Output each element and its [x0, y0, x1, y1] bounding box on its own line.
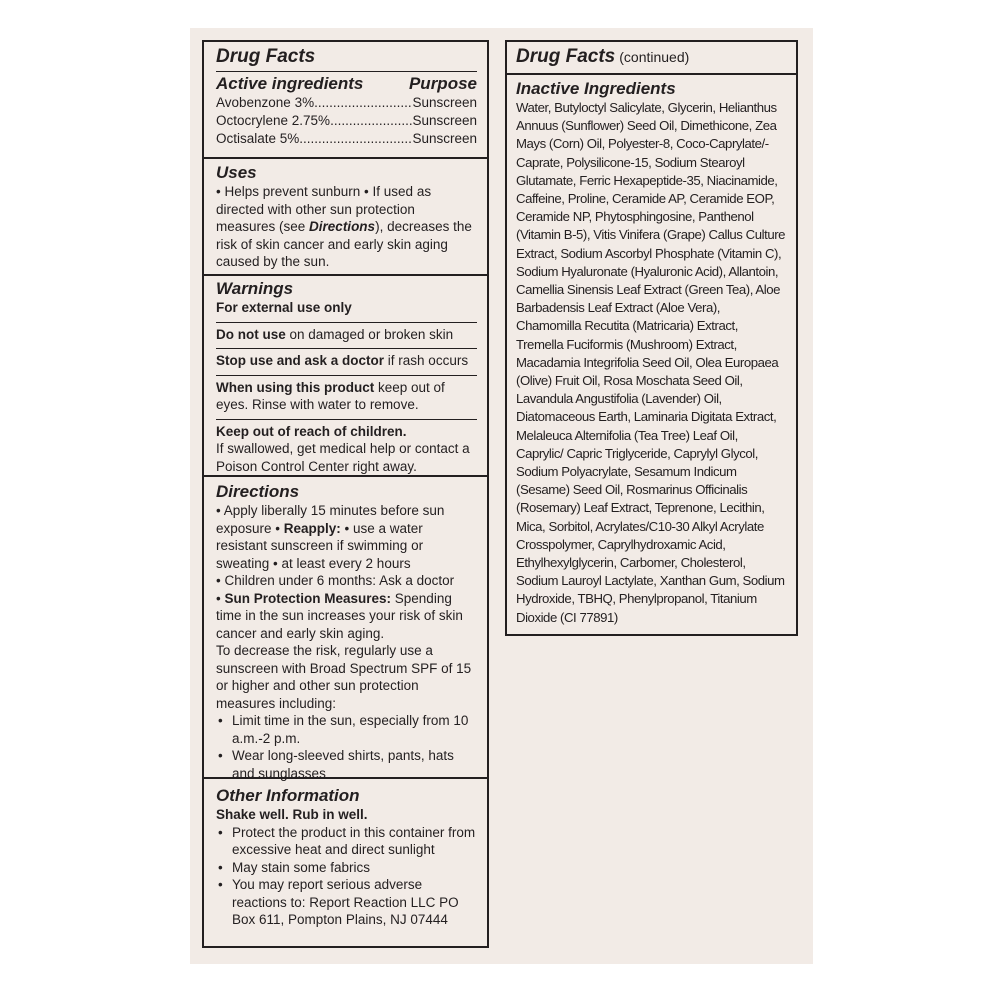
- warnings-heading: Warnings: [216, 279, 294, 298]
- list-item: • Protect the product in this container from excessive heat and direct sunlight: [232, 824, 477, 859]
- children-text: • Children under 6 months: Ask a doctor: [216, 573, 455, 588]
- drug-facts-continued-title: Drug Facts: [516, 46, 616, 67]
- drug-facts-panel-right: [505, 40, 798, 636]
- other-information-section: [204, 779, 487, 933]
- when-using-text: When using this product keep out of eyes. Rinse with water to remove.: [216, 375, 477, 417]
- external-use-text: For external use only: [216, 300, 352, 315]
- uses-heading: Uses: [216, 163, 257, 182]
- decrease-risk-text: To decrease the risk, regularly use a sunscreen with Broad Spectrum SPF of 15 or higher and other sun protection measures including:: [216, 643, 472, 711]
- stop-use-text: Stop use and ask a doctor if rash occurs: [216, 348, 477, 373]
- ingredient-purpose: Sunscreen: [412, 113, 477, 128]
- ingredient-name: Octisalate 5%: [216, 131, 300, 146]
- list-item: • Wear long-sleeved shirts, pants, hats and sunglasses: [232, 747, 477, 782]
- ingredient-purpose: Sunscreen: [412, 131, 477, 146]
- inactive-ingredients-section: [507, 75, 796, 633]
- ingredient-row: [216, 94, 477, 112]
- active-ingredients-heading: Active ingredients: [216, 74, 364, 93]
- keep-out-text: Keep out of reach of children. If swallowed, get medical help or contact a Poison Control Center right away.: [216, 419, 477, 479]
- uses-text: • Helps prevent sunburn • If used as directed with other sun protection measures (see Directions), decreases the risk of skin cancer and early skin aging caused by the sun.: [216, 184, 472, 269]
- shake-text: Shake well. Rub in well.: [216, 807, 368, 822]
- drug-facts-title: Drug Facts: [216, 46, 316, 67]
- continued-label: (continued): [619, 49, 690, 65]
- directions-text: • Apply liberally 15 minutes before sun exposure • Reapply: • use a water resistant sunscreen if swimming or sweating • at least every 2 hours: [216, 503, 445, 571]
- warnings-section: [204, 276, 487, 477]
- protection-list: [216, 712, 477, 782]
- do-not-use-text: Do not use on damaged or broken skin: [216, 322, 477, 347]
- directions-heading: Directions: [216, 482, 300, 501]
- inactive-ingredients-text: Water, Butyloctyl Salicylate, Glycerin, Helianthus Annuus (Sunflower) Seed Oil, Dimethicone, Zea Mays (Corn) Oil, Polyester-8, Coco-Caprylate/-Caprate, Polysilicone-15, Sodium Stearoyl Glutamate, Ferric Hexapeptide-35, Niacinamide, Caffeine, Proline, Ceramide AP, Ceramide EOP, Ceramide NP, Phytosphingosine, Panthenol (Vitamin B-5), Vitis Vinifera (Grape) Callus Culture Extract, Sodium Ascorbyl Phosphate (Vitamin C), Sodium Hyaluronate (Hyaluronic Acid), Allantoin, Camellia Sinensis Leaf Extract (Green Tea), Aloe Barbadensis Leaf Extract (Aloe Vera), Chamomilla Recutita (Matricaria) Extract, Tremella Fuciformis (Mushroom) Extract, Macadamia Integrifolia Seed Oil, Olea Europaea (Olive) Fruit Oil, Rosa Moschata Seed Oil, Lavandula Angustifolia (Lavender) Oil, Diatomaceous Earth, Laminaria Digitata Extract, Melaleuca Alternifolia (Tea Tree) Leaf Oil, Caprylic/ Capric Triglyceride, Caprylyl Glycol, Sodium Polyacrylate, Sesamum Indicum (Sesame) Seed Oil, Rosmarinus Officinalis (Rosemary) Leaf Extract, Teprenone, Lecithin, Mica, Sorbitol, Acrylates/C10-30 Alkyl Acrylate Crosspolymer, Caprylhydroxamic Acid, Ethylhexylglycerin, Carbomer, Cholesterol, Sodium Lauroyl Lactylate, Xanthan Gum, Sodium Hydroxide, TBHQ, Phenylpropanol, Titanium Dioxide (CI 77891): [516, 100, 786, 625]
- inactive-ingredients-heading: Inactive Ingredients: [516, 79, 676, 98]
- purpose-heading: Purpose: [408, 74, 477, 93]
- ingredient-row: [216, 112, 477, 130]
- list-item: • May stain some fabrics: [232, 859, 477, 877]
- directions-section: [204, 477, 487, 779]
- ingredient-name: Octocrylene 2.75%: [216, 113, 331, 128]
- active-header-row: [216, 71, 477, 94]
- other-information-heading: Other Information: [216, 786, 360, 805]
- active-ingredients-section: [204, 42, 487, 159]
- ingredient-purpose: Sunscreen: [412, 95, 477, 110]
- other-info-list: [216, 824, 477, 929]
- ingredient-name: Avobenzone 3%: [216, 95, 315, 110]
- ingredient-row: [216, 130, 477, 148]
- continued-header: [507, 42, 796, 75]
- sun-protection-text: • Sun Protection Measures: Spending time in the sun increases your risk of skin cancer and early skin aging.: [216, 590, 463, 641]
- uses-section: [204, 159, 487, 276]
- list-item: • You may report serious adverse reactions to: Report Reaction LLC PO Box 611, Pompton Plains, NJ 07444: [232, 876, 477, 929]
- drug-facts-panel-left: [202, 40, 489, 948]
- list-item: • Limit time in the sun, especially from 10 a.m.-2 p.m.: [232, 712, 477, 747]
